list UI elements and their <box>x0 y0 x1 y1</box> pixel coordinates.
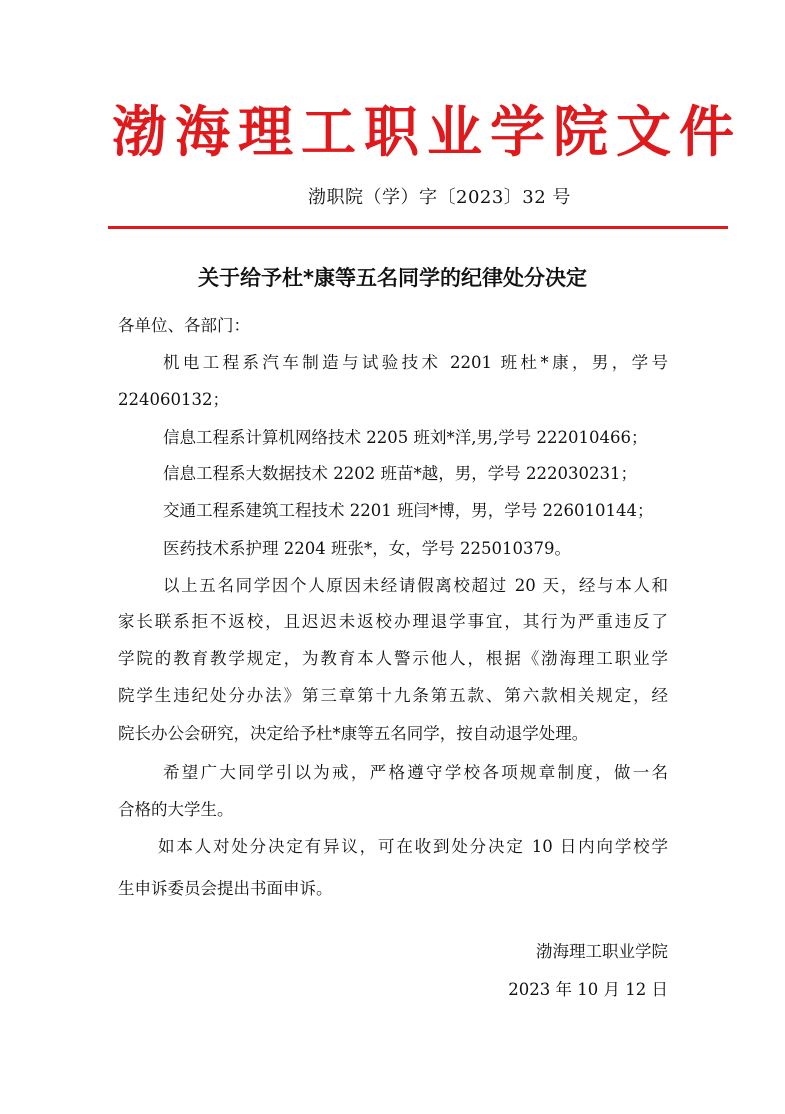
body-paragraph-3-line-2: 生申诉委员会提出书面申诉。 <box>118 879 333 898</box>
student-entry-5: 医药技术系护理 2204 班张*，女，学号 225010379。 <box>163 539 571 558</box>
signature-organization: 渤海理工职业学院 <box>536 942 668 961</box>
header-red-divider <box>108 226 728 229</box>
body-paragraph-1-line-1: 以上五名同学因个人原因未经请假离校超过 20 天，经与本人和 <box>163 576 668 595</box>
document-number: 渤职院（学）字〔2023〕32 号 <box>308 187 571 208</box>
body-paragraph-1-line-3: 学院的教育教学规定，为教育本人警示他人，根据《渤海理工职业学 <box>118 649 668 668</box>
student-entry-1: 机电工程系汽车制造与试验技术 2201 班杜*康，男，学号 <box>163 353 668 372</box>
body-paragraph-1-line-2: 家长联系拒不返校，且迟迟未返校办理退学事宜，其行为严重违反了 <box>118 612 668 631</box>
document-header-title: 渤海理工职业学院文件 <box>112 99 743 164</box>
signature-date: 2023 年 10 月 12 日 <box>508 980 668 999</box>
body-paragraph-2-line-1: 希望广大同学引以为戒，严格遵守学校各项规章制度，做一名 <box>163 763 668 782</box>
body-paragraph-2-line-2: 合格的大学生。 <box>118 800 234 819</box>
student-entry-1-cont: 224060132； <box>118 390 229 409</box>
student-entry-4: 交通工程系建筑工程技术 2201 班闫*博，男，学号 226010144； <box>163 501 654 520</box>
student-entry-2: 信息工程系计算机网络技术 2205 班刘*洋,男,学号 222010466； <box>163 428 648 447</box>
salutation: 各单位、各部门： <box>118 316 250 335</box>
decision-title: 关于给予杜*康等五名同学的纪律处分决定 <box>198 266 587 290</box>
body-paragraph-3-line-1: 如本人对处分决定有异议，可在收到处分决定 10 日内向学校学 <box>158 837 668 856</box>
student-entry-3: 信息工程系大数据技术 2202 班苗*越，男，学号 222030231； <box>163 464 637 483</box>
body-paragraph-1-line-4: 院学生违纪处分办法》第三章第十九条第五款、第六款相关规定，经 <box>118 686 668 705</box>
body-paragraph-1-line-5: 院长办公会研究，决定给予杜*康等五名同学，按自动退学处理。 <box>118 724 589 743</box>
